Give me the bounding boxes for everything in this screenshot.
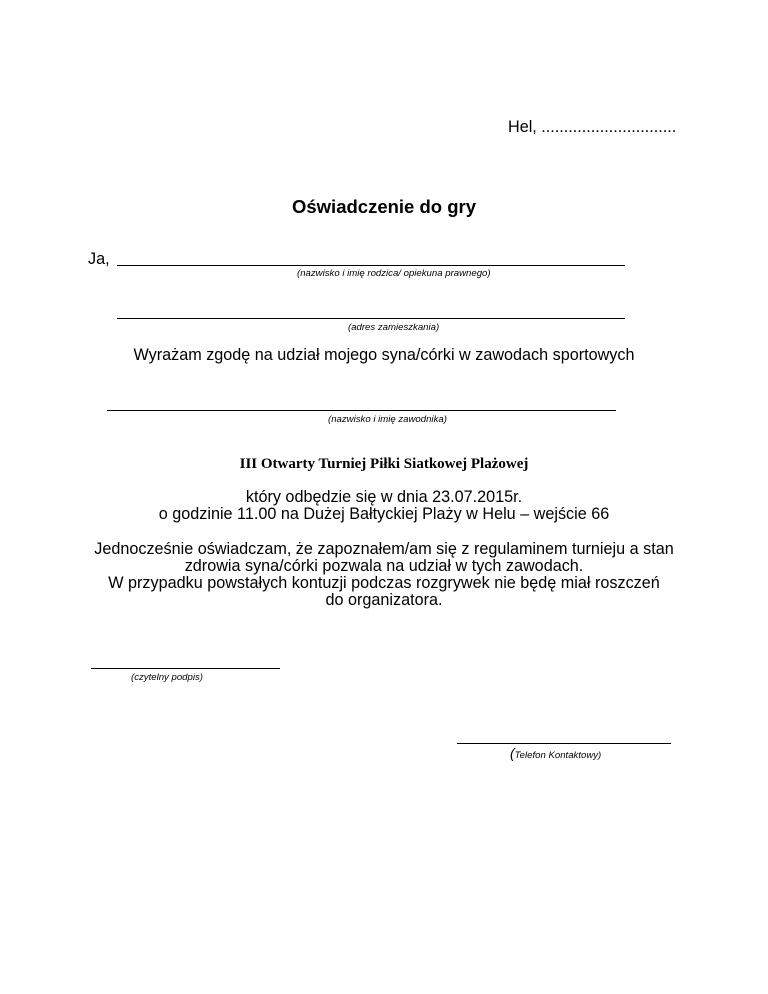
consent-text: Wyrażam zgodę na udział mojego syna/córki w zawodach sportowych <box>133 346 635 364</box>
document-title: Oświadczenie do gry <box>291 196 477 217</box>
signature-line <box>91 668 280 669</box>
parent-name-line <box>117 265 625 266</box>
phone-caption-text: Telefon Kontaktowy) <box>514 750 602 761</box>
phone-line <box>457 743 671 744</box>
place-date: Hel, .............................. <box>508 118 677 136</box>
declaration-line-4: do organizatora. <box>325 591 443 609</box>
event-place-line: o godzinie 11.00 na Dużej Bałtyckiej Plaży w Helu – wejście 66 <box>158 505 610 523</box>
address-caption: (adres zamieszkania) <box>348 322 440 333</box>
parent-prefix: Ja, <box>88 250 110 268</box>
signature-caption: (czytelny podpis) <box>131 672 203 683</box>
event-name: III Otwarty Turniej Piłki Siatkowej Plażowej <box>239 456 529 472</box>
event-date-line: który odbędzie się w dnia 23.07.2015r. <box>245 488 523 506</box>
declaration-line-1: Jednocześnie oświadczam, że zapoznałem/am się z regulaminem turnieju a stan <box>94 540 674 558</box>
declaration-line-3: W przypadku powstałych kontuzji podczas rozgrywek nie będę miał roszczeń <box>108 574 660 592</box>
parent-caption: (nazwisko i imię rodzica/ opiekuna prawnego) <box>297 268 491 279</box>
declaration-line-2: zdrowia syna/córki pozwala na udział w tych zawodach. <box>184 557 584 575</box>
phone-caption <box>510 745 601 763</box>
phone-caption-paren: ( <box>510 745 515 761</box>
player-caption: (nazwisko i imię zawodnika) <box>328 414 447 425</box>
address-line <box>117 318 625 319</box>
player-name-line <box>107 410 616 411</box>
